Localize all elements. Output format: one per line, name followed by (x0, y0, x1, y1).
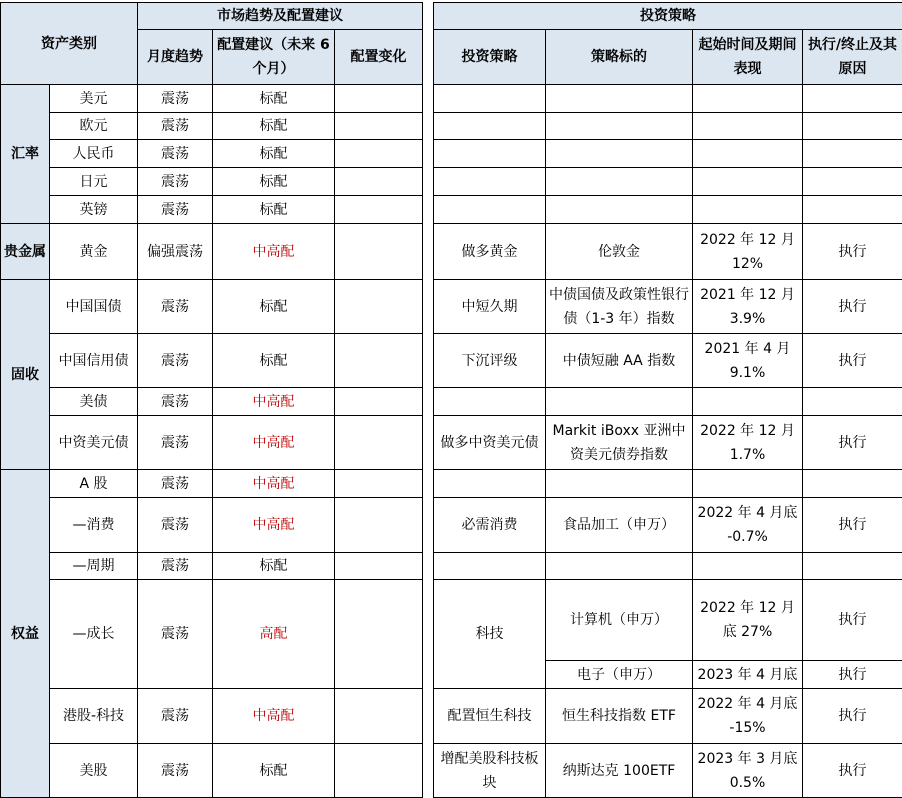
exec-cell: 执行 (803, 416, 902, 470)
strategy-cell (434, 470, 546, 498)
advice-cell: 标配 (213, 280, 335, 334)
header-start-time-performance: 起始时间及期间表现 (693, 30, 803, 85)
advice-cell: 标配 (213, 113, 335, 140)
trend-cell: 震荡 (138, 168, 213, 196)
asset-cell: 中国国债 (50, 280, 138, 334)
target-cell: 中债短融 AA 指数 (546, 334, 693, 388)
exec-cell: 执行 (803, 744, 902, 798)
trend-cell: 震荡 (138, 334, 213, 388)
trend-cell: 震荡 (138, 689, 213, 744)
change-cell (335, 113, 423, 140)
trend-cell: 震荡 (138, 85, 213, 113)
header-monthly-trend: 月度趋势 (138, 30, 213, 85)
target-cell (546, 140, 693, 168)
trend-cell: 震荡 (138, 113, 213, 140)
advice-cell: 中高配 (213, 388, 335, 416)
advice-cell: 标配 (213, 744, 335, 798)
trend-cell: 震荡 (138, 553, 213, 580)
trend-cell: 震荡 (138, 140, 213, 168)
asset-cell: 黄金 (50, 224, 138, 280)
target-cell (546, 388, 693, 416)
start-cell: 2023 年 3 月底 0.5% (693, 744, 803, 798)
start-cell: 2022 年 12 月底 27% (693, 580, 803, 661)
advice-cell: 标配 (213, 85, 335, 113)
change-cell (335, 416, 423, 470)
exec-cell: 执行 (803, 224, 902, 280)
asset-cell: 人民币 (50, 140, 138, 168)
change-cell (335, 334, 423, 388)
strategy-cell (434, 85, 546, 113)
trend-cell: 震荡 (138, 388, 213, 416)
advice-cell: 中高配 (213, 689, 335, 744)
trend-cell: 震荡 (138, 744, 213, 798)
strategy-cell (434, 168, 546, 196)
category-fx: 汇率 (1, 85, 50, 224)
category-fixed-income: 固收 (1, 280, 50, 470)
header-execution-reason: 执行/终止及其原因 (803, 30, 902, 85)
start-cell (693, 388, 803, 416)
start-cell: 2021 年 12 月 3.9% (693, 280, 803, 334)
exec-cell (803, 140, 902, 168)
asset-cell: 美元 (50, 85, 138, 113)
start-cell (693, 140, 803, 168)
change-cell (335, 580, 423, 689)
asset-cell: 美股 (50, 744, 138, 798)
header-strategy: 投资策略 (434, 30, 546, 85)
target-cell (546, 196, 693, 224)
change-cell (335, 744, 423, 798)
header-asset-category: 资产类别 (1, 3, 138, 85)
exec-cell (803, 85, 902, 113)
exec-cell (803, 196, 902, 224)
strategy-cell: 做多中资美元债 (434, 416, 546, 470)
trend-cell: 震荡 (138, 470, 213, 498)
change-cell (335, 498, 423, 553)
target-cell: 伦敦金 (546, 224, 693, 280)
change-cell (335, 224, 423, 280)
start-cell: 2021 年 4 月 9.1% (693, 334, 803, 388)
advice-cell: 中高配 (213, 498, 335, 553)
exec-cell (803, 168, 902, 196)
target-cell: 恒生科技指数 ETF (546, 689, 693, 744)
strategy-cell: 做多黄金 (434, 224, 546, 280)
investment-strategy-table (433, 2, 902, 798)
advice-cell: 标配 (213, 334, 335, 388)
exec-cell (803, 553, 902, 580)
header-allocation-change: 配置变化 (335, 30, 423, 85)
advice-cell: 标配 (213, 140, 335, 168)
change-cell (335, 388, 423, 416)
exec-cell: 执行 (803, 498, 902, 553)
change-cell (335, 140, 423, 168)
market-trend-table (0, 2, 423, 798)
category-equity: 权益 (1, 470, 50, 798)
start-cell (693, 85, 803, 113)
target-cell: 纳斯达克 100ETF (546, 744, 693, 798)
asset-cell: 中资美元债 (50, 416, 138, 470)
asset-cell: 英镑 (50, 196, 138, 224)
strategy-cell: 配置恒生科技 (434, 689, 546, 744)
asset-cell: A 股 (50, 470, 138, 498)
asset-cell: 美债 (50, 388, 138, 416)
change-cell (335, 85, 423, 113)
advice-cell: 中高配 (213, 224, 335, 280)
strategy-cell (434, 553, 546, 580)
exec-cell (803, 388, 902, 416)
start-cell (693, 553, 803, 580)
start-cell (693, 196, 803, 224)
trend-cell: 震荡 (138, 196, 213, 224)
exec-cell: 执行 (803, 661, 902, 689)
target-cell: 食品加工（申万） (546, 498, 693, 553)
header-strategy-target: 策略标的 (546, 30, 693, 85)
change-cell (335, 168, 423, 196)
target-cell: 电子（申万） (546, 661, 693, 689)
exec-cell (803, 113, 902, 140)
change-cell (335, 196, 423, 224)
advice-cell: 标配 (213, 553, 335, 580)
trend-cell: 震荡 (138, 580, 213, 689)
strategy-cell: 科技 (434, 580, 546, 689)
asset-cell: —消费 (50, 498, 138, 553)
strategy-cell: 下沉评级 (434, 334, 546, 388)
target-cell (546, 113, 693, 140)
start-cell (693, 470, 803, 498)
strategy-cell (434, 140, 546, 168)
start-cell: 2023 年 4 月底 (693, 661, 803, 689)
exec-cell: 执行 (803, 689, 902, 744)
target-cell (546, 553, 693, 580)
target-cell: 计算机（申万） (546, 580, 693, 661)
trend-cell: 偏强震荡 (138, 224, 213, 280)
target-cell: Markit iBoxx 亚洲中资美元债券指数 (546, 416, 693, 470)
exec-cell: 执行 (803, 280, 902, 334)
start-cell: 2022 年 12 月 1.7% (693, 416, 803, 470)
trend-cell: 震荡 (138, 498, 213, 553)
advice-cell: 中高配 (213, 416, 335, 470)
exec-cell: 执行 (803, 580, 902, 661)
start-cell (693, 168, 803, 196)
advice-cell: 中高配 (213, 470, 335, 498)
change-cell (335, 280, 423, 334)
target-cell: 中债国债及政策性银行债（1-3 年）指数 (546, 280, 693, 334)
strategy-cell: 中短久期 (434, 280, 546, 334)
asset-cell: 日元 (50, 168, 138, 196)
trend-cell: 震荡 (138, 416, 213, 470)
advice-cell: 高配 (213, 580, 335, 689)
start-cell: 2022 年 4 月底 -0.7% (693, 498, 803, 553)
advice-cell: 标配 (213, 168, 335, 196)
category-precious-metals: 贵金属 (1, 224, 50, 280)
strategy-cell (434, 113, 546, 140)
asset-cell: 欧元 (50, 113, 138, 140)
start-cell: 2022 年 4 月底 -15% (693, 689, 803, 744)
start-cell (693, 113, 803, 140)
change-cell (335, 470, 423, 498)
asset-cell: 中国信用债 (50, 334, 138, 388)
exec-cell: 执行 (803, 334, 902, 388)
start-cell: 2022 年 12 月 12% (693, 224, 803, 280)
asset-cell: 港股-科技 (50, 689, 138, 744)
advice-cell: 标配 (213, 196, 335, 224)
target-cell (546, 85, 693, 113)
header-allocation-advice: 配置建议（未来 6 个月） (213, 30, 335, 85)
target-cell (546, 470, 693, 498)
strategy-cell: 增配美股科技板块 (434, 744, 546, 798)
header-market-trend-group: 市场趋势及配置建议 (138, 3, 423, 30)
strategy-cell (434, 196, 546, 224)
target-cell (546, 168, 693, 196)
change-cell (335, 689, 423, 744)
header-strategy-group: 投资策略 (434, 3, 902, 30)
exec-cell (803, 470, 902, 498)
strategy-cell (434, 388, 546, 416)
change-cell (335, 553, 423, 580)
trend-cell: 震荡 (138, 280, 213, 334)
asset-cell: —周期 (50, 553, 138, 580)
asset-cell: —成长 (50, 580, 138, 689)
strategy-cell: 必需消费 (434, 498, 546, 553)
